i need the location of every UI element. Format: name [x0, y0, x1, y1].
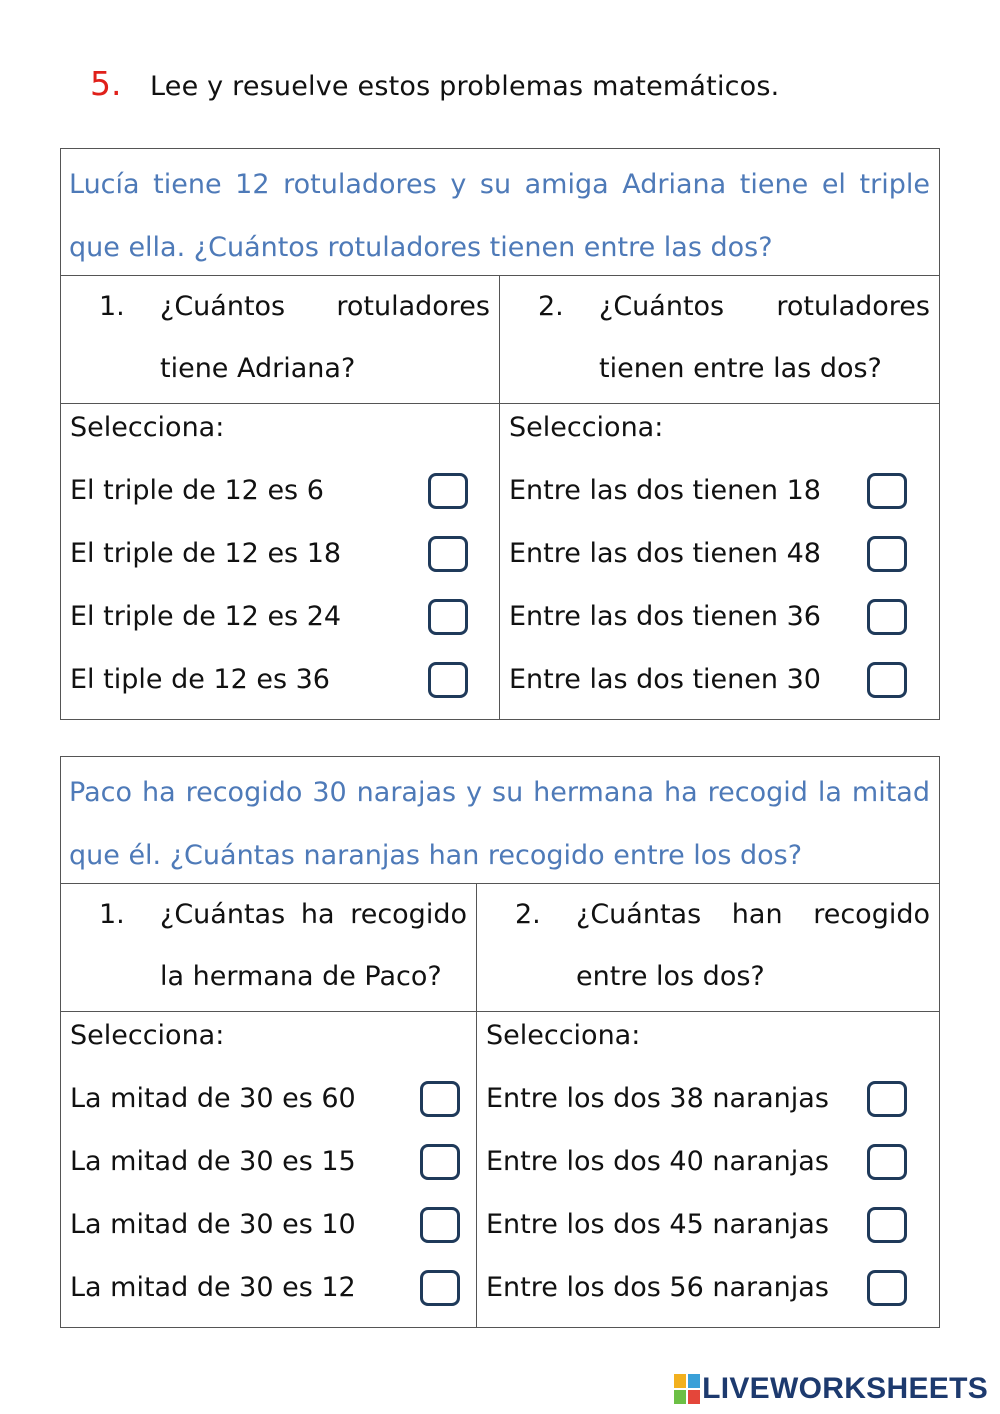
option-row [509, 530, 939, 593]
options-column-2 [500, 404, 939, 719]
statement-word: el [821, 169, 846, 200]
question-line-2: tienen entre las dos? [599, 353, 882, 384]
option-checkbox[interactable] [867, 473, 907, 509]
problem-2-card [60, 756, 940, 1328]
statement-word: amiga [524, 169, 609, 200]
option-text: Entre las dos tienen 18 [509, 475, 821, 506]
option-text: El triple de 12 es 18 [70, 538, 342, 569]
option-text: El tiple de 12 es 36 [70, 664, 330, 695]
statement-word: tiene [739, 169, 809, 200]
question-line-1 [160, 884, 467, 946]
option-text: El triple de 12 es 24 [70, 601, 342, 632]
option-row [70, 467, 499, 530]
select-label: Selecciona: [70, 412, 225, 443]
option-checkbox[interactable] [867, 1144, 907, 1180]
option-row [70, 1201, 476, 1264]
brand-name: LIVEWORKSHEETS [702, 1372, 988, 1405]
statement-word: Paco [69, 777, 132, 808]
question-2-cell [477, 884, 939, 1011]
statement-word: tiene [153, 169, 222, 200]
option-row [486, 1138, 939, 1201]
option-checkbox[interactable] [428, 599, 468, 635]
statement-word: rotuladores [283, 169, 437, 200]
option-checkbox[interactable] [867, 1270, 907, 1306]
option-text: Entre las dos tienen 48 [509, 538, 821, 569]
statement-word: su [479, 169, 512, 200]
question-word: ¿Cuántas [576, 899, 702, 930]
options-column-1 [61, 404, 500, 719]
option-checkbox[interactable] [420, 1207, 460, 1243]
statement-word: la [817, 777, 842, 808]
option-text: Entre los dos 38 naranjas [486, 1083, 829, 1114]
statement-word: mitad [851, 777, 930, 808]
option-checkbox[interactable] [867, 536, 907, 572]
option-row [70, 1138, 476, 1201]
statement-word: Lucía [69, 169, 140, 200]
question-number: 2. [538, 291, 564, 322]
option-row [509, 593, 939, 656]
option-checkbox[interactable] [428, 662, 468, 698]
option-row [70, 1264, 476, 1327]
statement-word: 30 [312, 777, 347, 808]
exercise-instruction: Lee y resuelve estos problemas matemáticos. [150, 71, 780, 102]
statement-line-2: que ella. ¿Cuántos rotuladores tienen entre las dos? [69, 232, 773, 263]
option-checkbox[interactable] [420, 1081, 460, 1117]
question-word: recogido [813, 899, 930, 930]
option-checkbox[interactable] [867, 1081, 907, 1117]
option-text: La mitad de 30 es 60 [70, 1083, 356, 1114]
problem-2-options [61, 1012, 939, 1327]
option-checkbox[interactable] [420, 1270, 460, 1306]
select-label: Selecciona: [486, 1020, 641, 1051]
option-row [486, 1264, 939, 1327]
question-line-1 [160, 276, 490, 338]
question-line-2: entre los dos? [576, 961, 765, 992]
statement-word: y [450, 169, 467, 200]
option-row [70, 656, 499, 719]
question-word: rotuladores [776, 291, 930, 322]
problem-1-statement [61, 149, 939, 276]
problem-1-options [61, 404, 939, 719]
option-row [70, 530, 499, 593]
option-text: El triple de 12 es 6 [70, 475, 324, 506]
option-row [509, 656, 939, 719]
question-1-cell [61, 884, 477, 1011]
statement-word: hermana [533, 777, 655, 808]
question-number: 2. [515, 899, 541, 930]
statement-word: y [466, 777, 483, 808]
question-2-cell [500, 276, 939, 403]
option-row [486, 1201, 939, 1264]
question-word: han [731, 899, 783, 930]
options-column-1 [61, 1012, 477, 1327]
question-line-2: tiene Adriana? [160, 353, 356, 384]
statement-word: ha [664, 777, 698, 808]
question-word: ¿Cuántas [160, 899, 286, 930]
statement-word: 12 [235, 169, 270, 200]
liveworksheets-footer [674, 1372, 988, 1406]
question-word: recogido [350, 899, 467, 930]
select-label: Selecciona: [70, 1020, 225, 1051]
statement-word: ha [141, 777, 176, 808]
option-text: La mitad de 30 es 15 [70, 1146, 356, 1177]
option-checkbox[interactable] [867, 599, 907, 635]
statement-line-1 [69, 153, 930, 216]
options-column-2 [477, 1012, 939, 1327]
option-row [70, 593, 499, 656]
option-text: La mitad de 30 es 12 [70, 1272, 356, 1303]
statement-word: su [492, 777, 524, 808]
problem-1-card [60, 148, 940, 720]
problem-1-questions [61, 276, 939, 404]
question-word: ha [300, 899, 335, 930]
statement-word: recogid [707, 777, 808, 808]
option-text: Entre las dos tienen 36 [509, 601, 821, 632]
option-checkbox[interactable] [428, 473, 468, 509]
question-number: 1. [99, 899, 125, 930]
question-word: ¿Cuántos [599, 291, 725, 322]
exercise-number: 5. [90, 64, 122, 103]
statement-word: Adriana [622, 169, 727, 200]
problem-2-questions [61, 884, 939, 1012]
option-row [509, 467, 939, 530]
statement-line-1 [69, 761, 930, 824]
statement-line-2: que él. ¿Cuántas naranjas han recogido entre los dos? [69, 840, 803, 871]
option-checkbox[interactable] [867, 662, 907, 698]
problem-2-statement [61, 757, 939, 884]
option-text: Entre los dos 45 naranjas [486, 1209, 829, 1240]
question-1-cell [61, 276, 500, 403]
select-label: Selecciona: [509, 412, 664, 443]
statement-word: triple [859, 169, 930, 200]
option-text: La mitad de 30 es 10 [70, 1209, 356, 1240]
question-line-1 [576, 884, 930, 946]
question-word: ¿Cuántos [160, 291, 286, 322]
question-word: rotuladores [336, 291, 490, 322]
option-checkbox[interactable] [867, 1207, 907, 1243]
option-checkbox[interactable] [428, 536, 468, 572]
option-checkbox[interactable] [420, 1144, 460, 1180]
statement-word: narajas [356, 777, 457, 808]
exercise-header [90, 64, 779, 103]
option-text: Entre los dos 56 naranjas [486, 1272, 829, 1303]
liveworksheets-logo-icon [674, 1374, 700, 1404]
option-text: Entre las dos tienen 30 [509, 664, 821, 695]
question-line-1 [599, 276, 930, 338]
option-row [486, 1075, 939, 1138]
question-line-2: la hermana de Paco? [160, 961, 442, 992]
option-text: Entre los dos 40 naranjas [486, 1146, 829, 1177]
option-row [70, 1075, 476, 1138]
statement-word: recogido [185, 777, 303, 808]
question-number: 1. [99, 291, 125, 322]
